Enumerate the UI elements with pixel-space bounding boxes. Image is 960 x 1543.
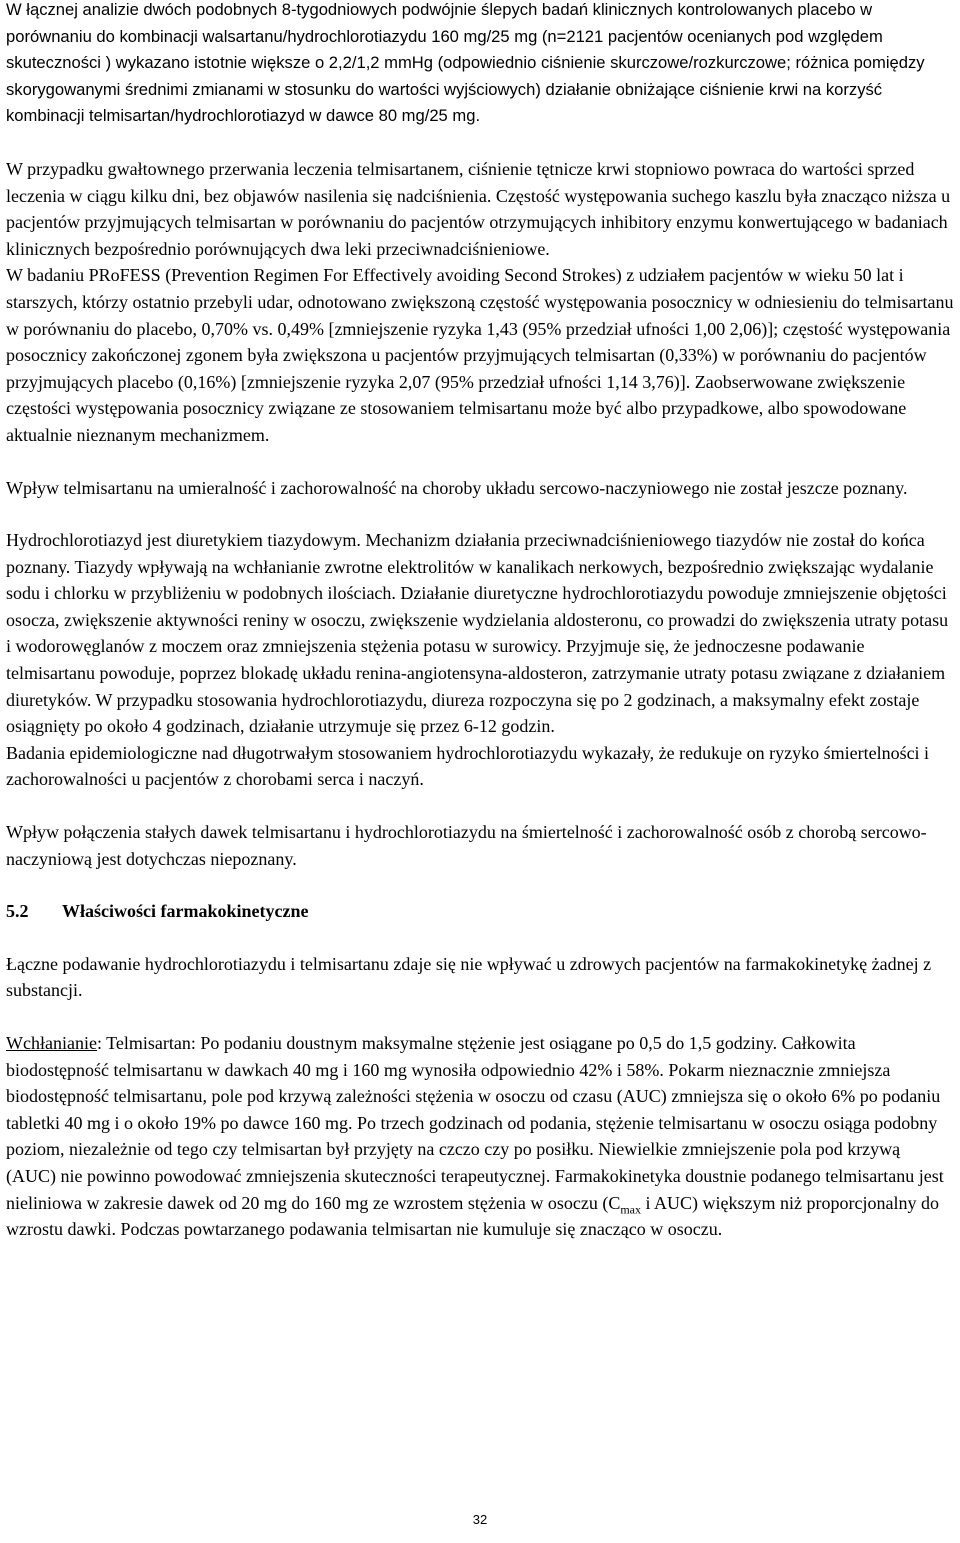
paragraph-coadministration: Łączne podawanie hydrochlorotiazydu i telmisartanu zdaje się nie wpływać u zdrowych pacjentów na farmakokinetykę żadnej z substancji. bbox=[6, 953, 932, 1001]
absorption-label: Wchłanianie bbox=[6, 1033, 97, 1053]
paragraph-absorption bbox=[6, 1030, 954, 1243]
document-page bbox=[6, 0, 954, 1243]
page-number: 32 bbox=[472, 1512, 488, 1527]
section-heading bbox=[6, 898, 954, 925]
section-number: 5.2 bbox=[6, 901, 29, 922]
paragraph-profess-study: W badaniu PRoFESS (Prevention Regimen For Effectively avoiding Second Strokes) z udziałem pacjentów w wieku 50 lat i starszych, którzy ostatnio przebyli udar, odnotowano zwiększoną częstość występowania posocznicy w odniesieniu do telmisartanu w porównaniu do placebo, 0,70% vs. 0,49% [zmniejszenie ryzyka 1,43 (95% przedział ufności 1,00 2,06)]; częstość występowania posocznicy zakończonej zgonem była zwiększona u pacjentów przyjmujących telmisartan (0,33%) w porównaniu do pacjentów przyjmujących placebo (0,16%) [zmniejszenie ryzyka 2,07 (95% przedział ufności 1,14 3,76)]. Zaobserwowane zwiększenie częstości występowania posocznicy związane ze stosowaniem telmisartanu może być albo przypadkowe, albo spowodowane aktualnie nieznanym mechanizmem. bbox=[6, 265, 954, 445]
paragraph-mortality-effect: Wpływ telmisartanu na umieralność i zachorowalność na choroby układu sercowo-naczyniowego nie został jeszcze poznany. bbox=[6, 477, 908, 498]
absorption-text-after: i AUC) większym niż proporcjonalny do wzrostu dawki. Podczas powtarzanego podawania telmisartan nie kumuluje się znacząco w osoczu. bbox=[6, 1192, 939, 1240]
paragraph-combination-analysis: W łącznej analizie dwóch podobnych 8-tygodniowych podwójnie ślepych badań klinicznych kontrolowanych placebo w porównaniu do kombinacji walsartanu/hydrochlorotiazydu 160 mg/25 mg (n=2121 pacjentów ocenianych pod względem skuteczności ) wykazano istotnie większe o 2,2/1,2 mmHg (odpowiednio ciśnienie skurczowe/rozkurczowe; różnica pomiędzy skorygowanymi średnimi zmianami w stosunku do wartości wyjściowych) działanie obniżające ciśnienie krwi na korzyść kombinacji telmisartan/hydrochlorotiazyd w dawce 80 mg/25 mg. bbox=[6, 0, 925, 126]
paragraph-epidemiology: Badania epidemiologiczne nad długotrwałym stosowaniem hydrochlorotiazydu wykazały, że redukuje on ryzyko śmiertelności i zachorowalności u pacjentów z chorobami serca i naczyń. bbox=[6, 742, 930, 790]
section-title: Właściwości farmakokinetyczne bbox=[62, 901, 309, 922]
paragraph-fixed-dose-effect: Wpływ połączenia stałych dawek telmisartanu i hydrochlorotiazydu na śmiertelność i zachorowalność osób z chorobą sercowo-naczyniową jest dotychczas niepoznany. bbox=[6, 822, 927, 869]
cmax-subscript: max bbox=[620, 1202, 641, 1217]
paragraph-hydrochlorothiazide-mechanism: Hydrochlorotiazyd jest diuretykiem tiazydowym. Mechanizm działania przeciwnadciśnieniowego tiazydów nie został do końca poznany. Tiazydy wpływają na wchłanianie zwrotne elektrolitów w kanalikach nerkowych, bezpośrednio zwiększając wydalanie sodu i chlorku w przybliżeniu w podobnych ilościach. Działanie diuretyczne hydrochlorotiazydu powoduje zmniejszenie objętości osocza, zwiększenie aktywności reniny w osoczu, zwiększenie wydzielania aldosteronu, co prowadzi do zwiększenia utraty potasu i wodorowęglanów z moczem oraz zmniejszenia stężenia potasu w surowicy. Przyjmuje się, że jednoczesne podawanie telmisartanu powoduje, poprzez blokadę układu renina-angiotensyna-aldosteron, zatrzymanie utraty potasu związane z działaniem diuretyków. W przypadku stosowania hydrochlorotiazydu, diureza rozpoczyna się po 2 godzinach, a maksymalny efekt zostaje osiągnięty po około 4 godzinach, działanie utrzymuje się przez 6-12 godzin. bbox=[6, 530, 949, 737]
paragraph-discontinuation: W przypadku gwałtownego przerwania leczenia telmisartanem, ciśnienie tętnicze krwi stopniowo powraca do wartości sprzed leczenia w ciągu kilku dni, bez objawów nasilenia się nadciśnienia. Częstość występowania suchego kaszlu była znacząco niższa u pacjentów przyjmujących telmisartan w porównaniu do pacjentów otrzymujących inhibitory enzymu konwertującego w badaniach klinicznych bezpośrednio porównujących dwa leki przeciwnadciśnieniowe. bbox=[6, 158, 951, 259]
absorption-text-before: : Telmisartan: Po podaniu doustnym maksymalne stężenie jest osiągane po 0,5 do 1,5 godziny. Całkowita biodostępność telmisartanu w dawkach 40 mg i 160 mg wynosiła odpowiednio 42% i 58%. Pokarm nieznacznie zmniejsza biodostępność telmisartanu, pole pod krzywą zależności stężenia w osoczu od czasu (AUC) zmniejsza się o około 6% po podaniu tabletki 40 mg i o około 19% po dawce 160 mg. Po trzech godzinach od podania, stężenie telmisartanu w osoczu osiąga podobny poziom, niezależnie od tego czy telmisartan był przyjęty na czczo czy po posiłku. Niewielkie zmniejszenie pola pod krzywą (AUC) nie powinno powodować zmniejszenia skuteczności terapeutycznej. Farmakokinetyka doustnie podanego telmisartanu jest nieliniowa w zakresie dawek od 20 mg do 160 mg ze wzrostem stężenia w osoczu (C bbox=[6, 1033, 944, 1213]
